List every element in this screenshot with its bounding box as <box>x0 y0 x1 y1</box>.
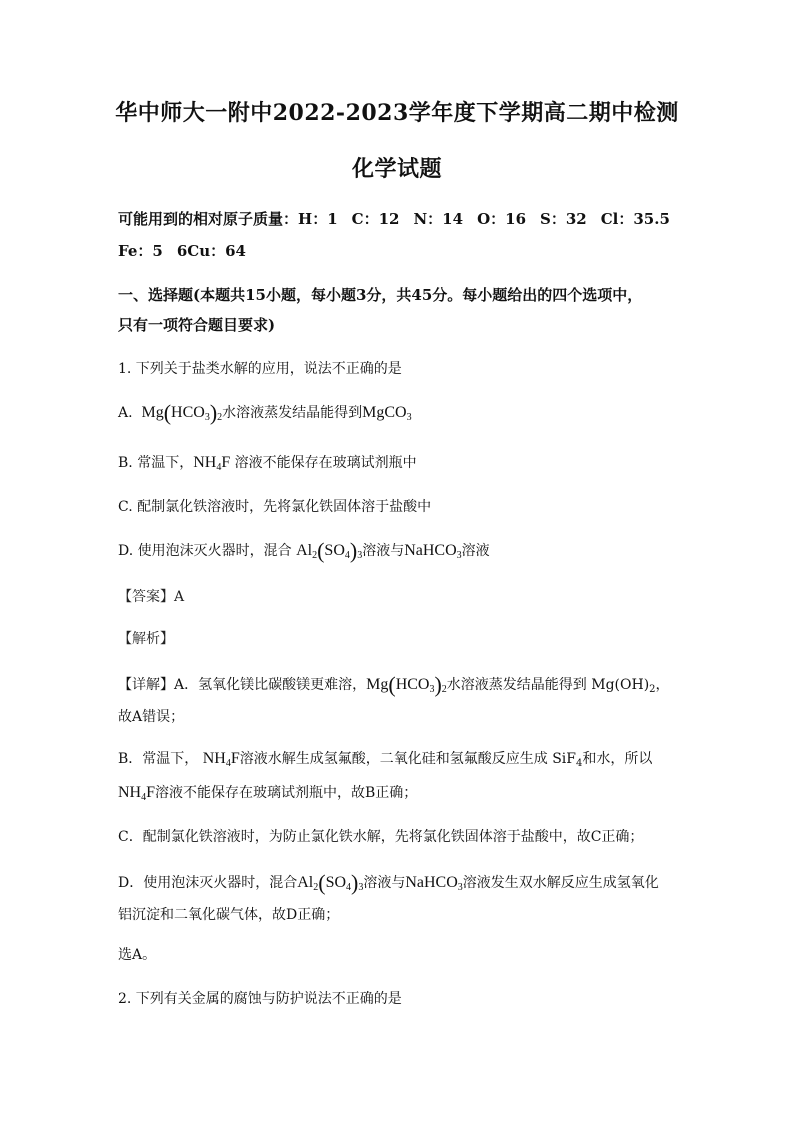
section-heading: 一、选择题(本题共15小题，每小题3分，共45分。每小题给出的四个选项中， <box>118 286 643 304</box>
detail-a: 【详解】A．氢氧化镁比碳酸镁更难溶，$Mg(HCO_3)_2$水溶液蒸发结晶能得到 $Mg(OH)_2$， <box>118 672 670 697</box>
formula-mg-hco3-2: $Mg(HCO_3)_2$ <box>141 400 223 425</box>
detail-b-cont: $NH_4F$溶液不能保存在玻璃试剂瓶中，故B正确； <box>118 784 418 803</box>
answer-line: 【答案】A <box>118 589 185 605</box>
exam-title: 华中师大一附中2022-2023学年度下学期高二期中检测 <box>115 100 679 126</box>
analysis-tag: 【解析】 <box>118 631 174 647</box>
conclusion: 选A。 <box>118 947 157 963</box>
question-1-option-a: A. $Mg(HCO_3)_2$水溶液蒸发结晶能得到MgCO$_3$ <box>118 400 412 425</box>
detail-a-cont: 故A错误； <box>118 709 185 725</box>
detail-b: B．常温下， $NH_4F$溶液水解生成氢氟酸，二氧化硅和氢氟酸反应生成 SiF$_4$和水，所以 <box>118 750 653 769</box>
formula-nh4f: $NH_4F$ <box>193 454 231 473</box>
section-heading-line-2: 只有一项符合题目要求) <box>118 316 276 334</box>
formula-nahco3: NaHCO$_3$ <box>404 542 462 561</box>
question-1-option-d: D. 使用泡沫灭火器时，混合 $Al_2(SO_4)_3$溶液与NaHCO$_3$溶液 <box>118 538 490 563</box>
formula-al2-so4-3: $Al_2(SO_4)_3$ <box>296 538 363 563</box>
question-1-option-b: B. 常温下，$NH_4F$ 溶液不能保存在玻璃试剂瓶中 <box>118 454 417 473</box>
formula-mgco3: MgCO$_3$ <box>362 404 412 423</box>
question-1-option-c: C. 配制氯化铁溶液时，先将氯化铁固体溶于盐酸中 <box>118 499 432 515</box>
exam-subtitle: 化学试题 <box>351 156 442 182</box>
question-2-stem: 2. 下列有关金属的腐蚀与防护说法不正确的是 <box>118 991 402 1007</box>
question-1-stem: 1. 下列关于盐类水解的应用，说法不正确的是 <box>118 361 402 377</box>
detail-d-cont: 铝沉淀和二氧化碳气体，故D正确； <box>118 907 340 923</box>
detail-c: C．配制氯化铁溶液时，为防止氯化铁水解，先将氯化铁固体溶于盐酸中，故C正确； <box>118 829 644 845</box>
detail-d: D．使用泡沫灭火器时，混合$Al_2(SO_4)_3$溶液与NaHCO$_3$溶液发生双水解反应生成氢氧化 <box>118 870 659 895</box>
atomic-mass-line-2: Fe：5 6Cu：64 <box>118 242 246 260</box>
atomic-mass-line: 可能用到的相对原子质量：H：1 C：12 N：14 O：16 S：32 Cl：35.5 <box>118 210 670 228</box>
